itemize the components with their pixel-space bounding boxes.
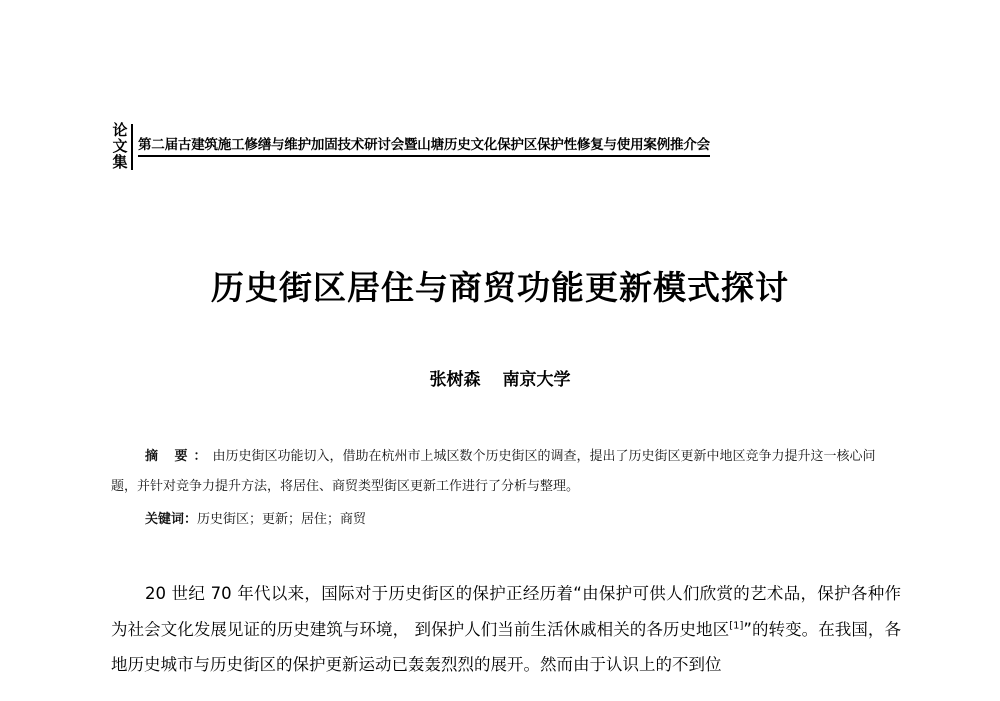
keywords-label: 关键词： — [145, 512, 198, 527]
keywords-text: 历史街区；更新；居住；商贸 — [197, 512, 367, 527]
abstract-label: 摘 要： — [145, 449, 213, 464]
keywords — [145, 508, 366, 527]
conference-title: 第二届古建筑施工修缮与维护加固技术研讨会暨山塘历史文化保护区保护性修复与使用案例推介会 — [138, 137, 710, 153]
body-text-part-1: 20 世纪 70 年代以来，国际对于历史街区的保护正经历着“由保护可供人们欣赏的艺术品，保护各种作为社会文化发展见证的历史建筑与环境， 到保护人们当前生活休戚相关的各历史地区 — [111, 584, 901, 639]
author-name: 张树森 — [429, 370, 481, 390]
collection-mark-char: 文 — [112, 137, 128, 155]
collection-mark-char: 集 — [112, 153, 128, 171]
abstract-text: 由历史街区功能切入，借助在杭州市上城区数个历史街区的调查，提出了历史街区更新中地区竞争力提升这一核心问题，并针对竞争力提升方法，将居住、商贸类型街区更新工作进行了分析与整理。 — [111, 449, 876, 494]
collection-mark — [111, 122, 129, 170]
body-paragraph — [111, 576, 901, 683]
header-title-underline — [138, 133, 710, 157]
citation-marker[interactable]: [1] — [729, 620, 744, 631]
abstract — [111, 442, 895, 502]
header-vertical-rule — [131, 124, 133, 170]
author-affiliation: 南京大学 — [502, 370, 571, 390]
paper-title: 历史街区居住与商贸功能更新模式探讨 — [211, 268, 789, 307]
collection-mark-char: 论 — [112, 121, 128, 139]
author-line — [0, 365, 1000, 390]
body-text-part-2: ”的转变。在我国，各地历史城市与历史街区的保护更新运动已轰轰烈烈的展开。然而由于认识上的不到位 — [111, 619, 901, 674]
running-header — [111, 122, 710, 172]
